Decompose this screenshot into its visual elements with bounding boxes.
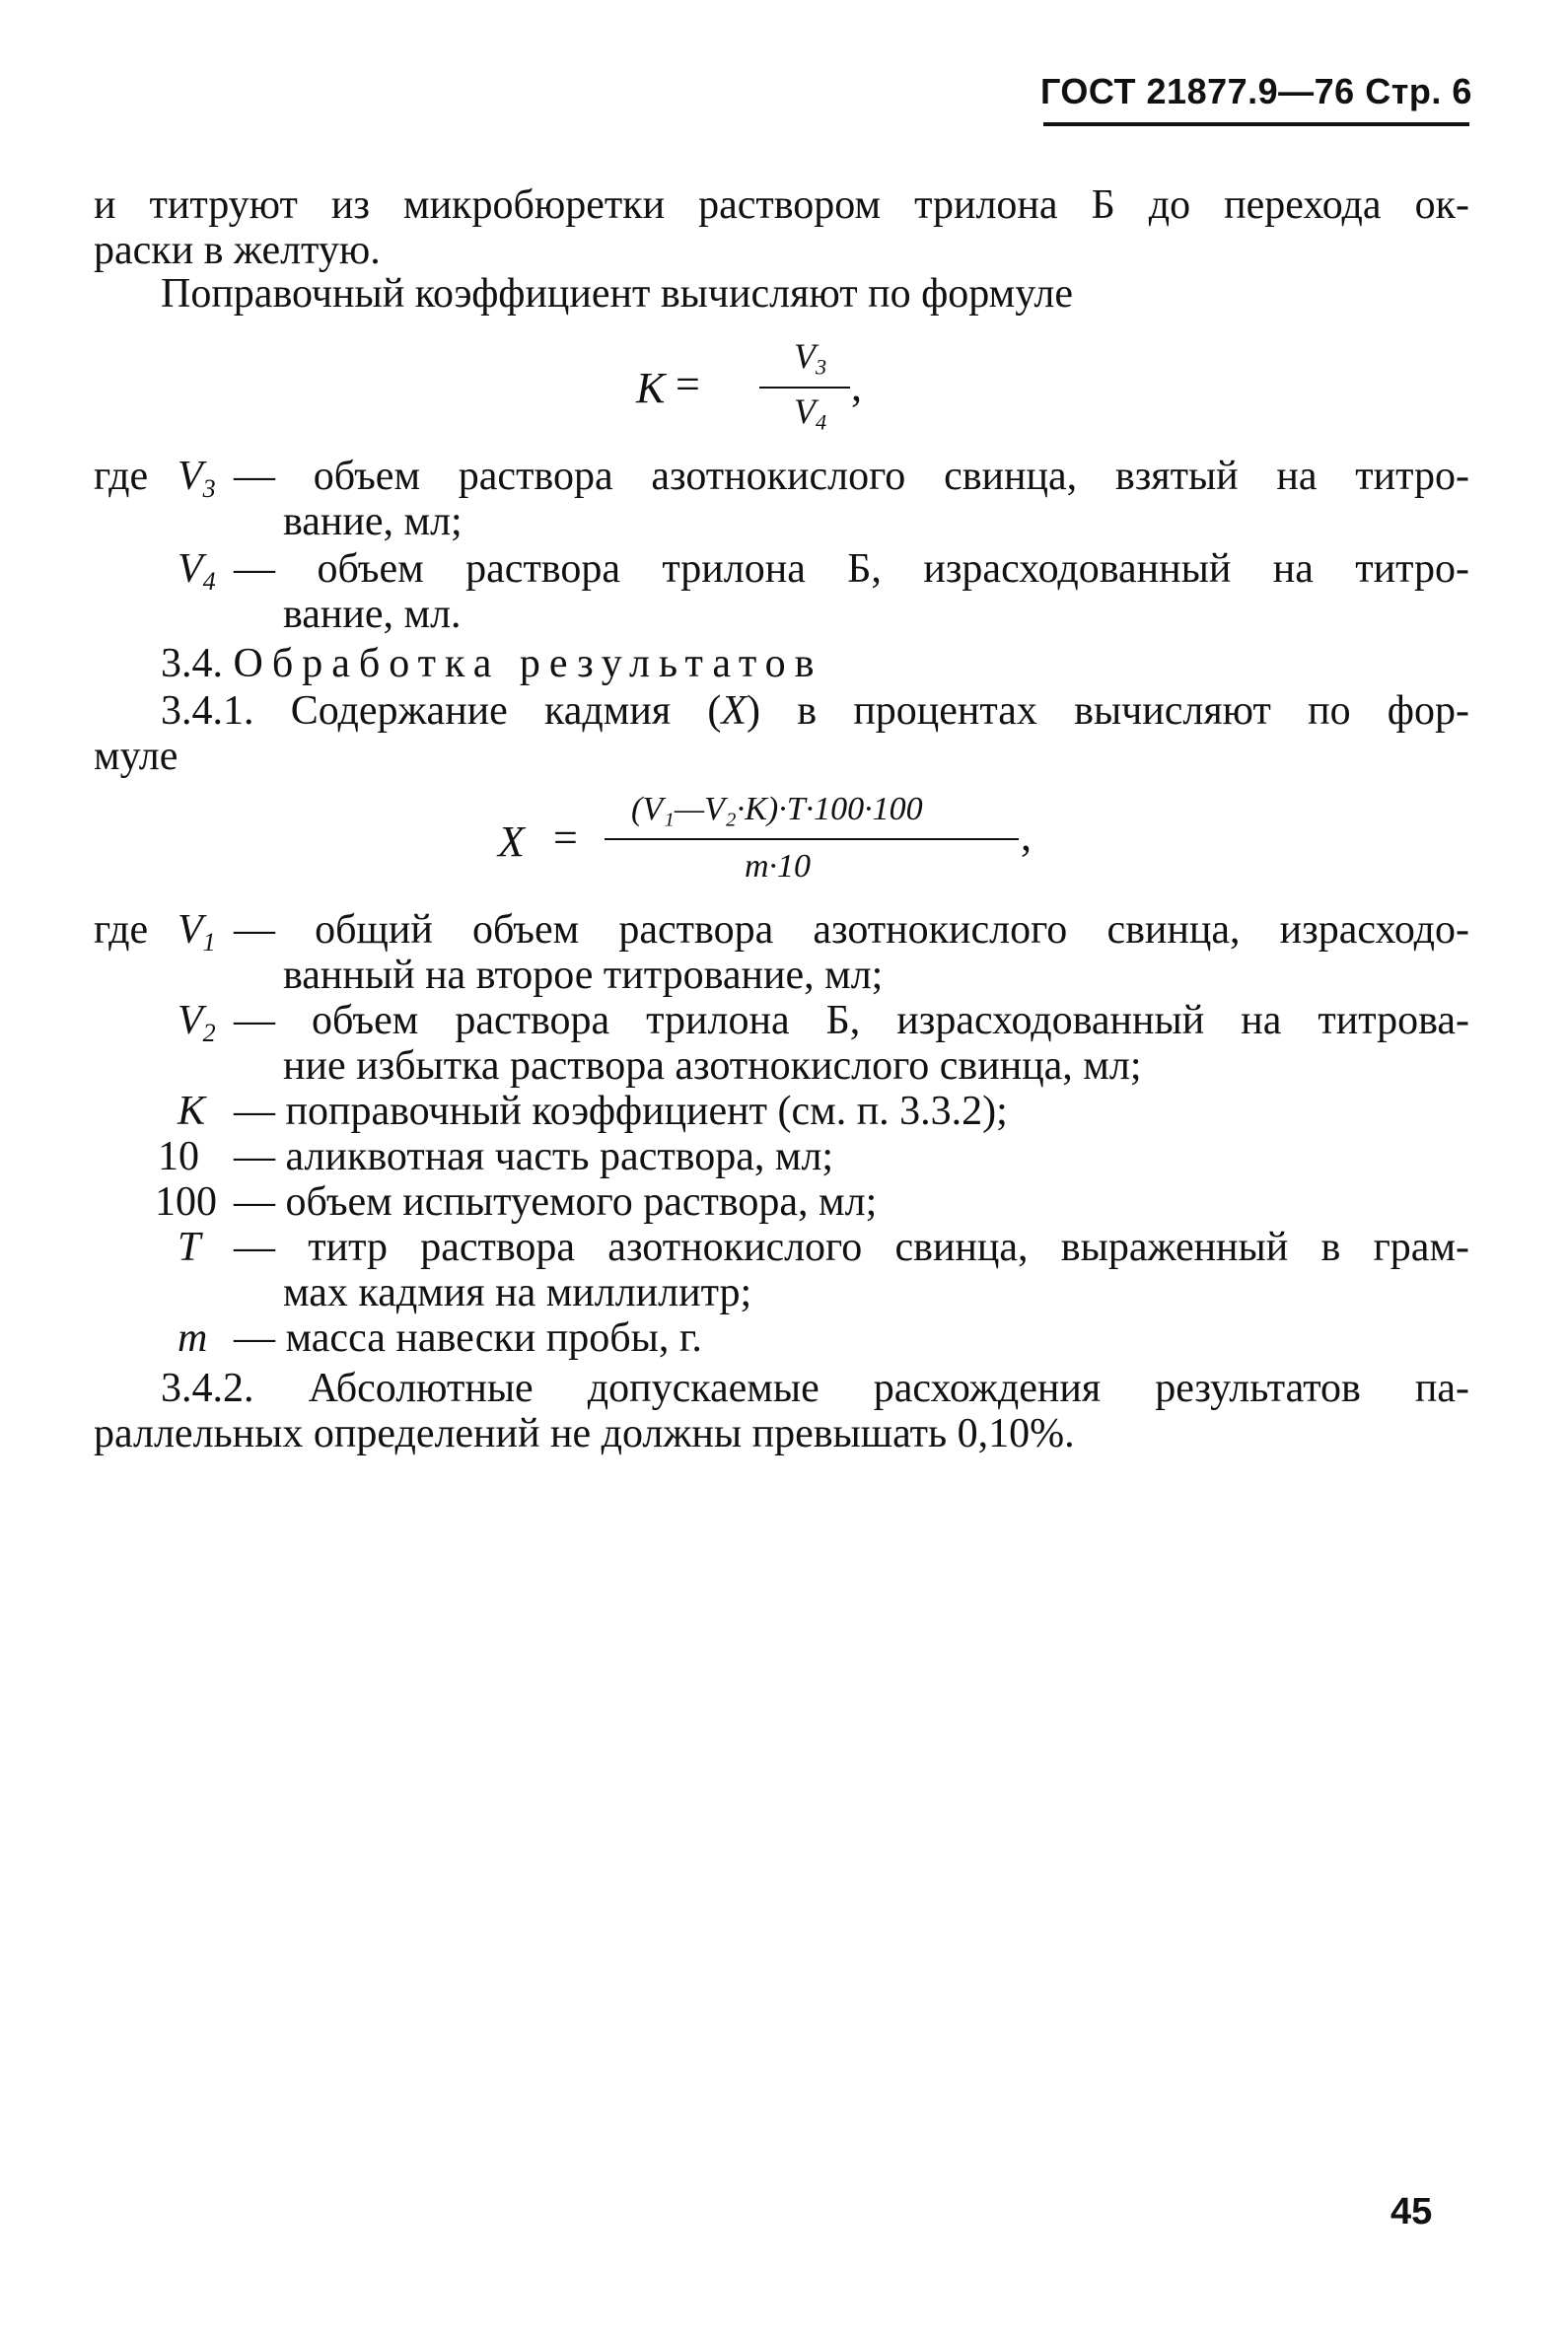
formula-x (498, 789, 1090, 897)
definition-line: — общий объем раствора азотнокислого свинца, израсходо- (234, 907, 1469, 953)
formula-equals: = (676, 360, 700, 408)
formula-denominator: m·10 (745, 848, 812, 885)
definition-row (94, 1134, 1469, 1179)
definition-body (234, 454, 1469, 544)
definition-body (234, 1179, 1469, 1225)
definition-line: — аликвотная часть раствора, мл; (234, 1134, 834, 1179)
paragraph-3-4-2 (94, 1366, 1469, 1456)
definition-symbol: $V_1$ (178, 907, 216, 957)
definition-row (94, 1089, 1469, 1134)
definition-symbol: m (178, 1315, 208, 1361)
paragraph-line: раски в желтую. (94, 228, 381, 273)
section-heading (94, 641, 1469, 686)
formula-comma: , (851, 362, 862, 410)
definition-line: ванный на второе титрование, мл; (283, 953, 884, 998)
definition-symbol: $V_2$ (178, 998, 216, 1047)
formula-comma: , (1021, 812, 1032, 860)
fraction-bar (605, 838, 1019, 840)
paragraph-coefficient-intro (94, 271, 1469, 317)
definition-body (234, 998, 1469, 1089)
definition-line: — объем раствора трилона Б, израсходованный на титро- (234, 546, 1469, 592)
definition-line: — титр раствора азотнокислого свинца, выраженный в грам- (234, 1225, 1470, 1270)
definition-symbol: $V_3$ (178, 454, 216, 503)
definition-line: вание, мл. (283, 592, 462, 637)
definition-body (234, 907, 1469, 998)
section-number: 3.4. (161, 641, 223, 686)
definition-body (234, 1225, 1469, 1315)
paragraph-line: раллельных определений не должны превышать 0,10%. (94, 1411, 1075, 1456)
definition-symbol: 10 (158, 1134, 199, 1179)
formula-denominator: $V_4$ (794, 391, 827, 435)
definition-row (94, 907, 1469, 998)
definition-symbol: K (178, 1089, 206, 1134)
paragraph-line: 3.4.1. Содержание кадмия (X) в процентах вычисляют по фор- (161, 688, 1469, 734)
definition-line: — объем раствора трилона Б, израсходованный на титрова- (234, 998, 1469, 1043)
definition-lead: где (94, 454, 149, 499)
definition-row (94, 454, 1469, 544)
definition-body (234, 546, 1469, 637)
formula-numerator: (V₁—V₂·K)·T·100·100 (631, 791, 923, 827)
definition-row (94, 1225, 1469, 1315)
definition-line: ние избытка раствора азотнокислого свинца, мл; (283, 1043, 1142, 1089)
formula-numerator: $V_3$ (794, 336, 827, 380)
definition-row (94, 546, 1469, 637)
definition-symbol: $V_4$ (178, 546, 216, 596)
paragraph-line: 3.4.2. Абсолютные допускаемые расхождения результатов па- (161, 1366, 1469, 1411)
paragraph-titration (94, 182, 1469, 273)
page-number: 45 (1390, 2191, 1433, 2233)
definition-row (94, 1315, 1469, 1361)
definition-row (94, 998, 1469, 1089)
formula-k (636, 335, 932, 444)
formula-lhs: K (636, 364, 666, 412)
formula-equals: = (553, 814, 578, 862)
definition-line: — объем испытуемого раствора, мл; (234, 1179, 878, 1225)
definition-line: — масса навески пробы, г. (234, 1315, 702, 1361)
section-title: Обработка результатов (233, 641, 823, 686)
definition-row (94, 1179, 1469, 1225)
page-header: ГОСТ 21877.9—76 Стр. 6 (1040, 71, 1472, 111)
definition-line: — объем раствора азотнокислого свинца, взятый на титро- (234, 454, 1469, 499)
header-rule (1043, 122, 1469, 126)
definitions-k (94, 454, 1469, 637)
definition-body (234, 1315, 1469, 1361)
paragraph-3-4-1 (94, 688, 1469, 779)
paragraph-line: Поправочный коэффициент вычисляют по формуле (161, 271, 1073, 317)
definitions-x (94, 907, 1469, 1361)
definition-line: — поправочный коэффициент (см. п. 3.3.2); (234, 1089, 1008, 1134)
definition-symbol: 100 (155, 1179, 217, 1225)
fraction-bar (759, 387, 850, 389)
formula-lhs: X (498, 817, 525, 866)
definition-body (234, 1134, 1469, 1179)
definition-symbol: T (178, 1225, 201, 1270)
definition-lead: где (94, 907, 149, 953)
definition-line: вание, мл; (283, 499, 463, 544)
paragraph-line: и титруют из микробюретки раствором трилона Б до перехода ок- (94, 182, 1469, 228)
paragraph-line: муле (94, 734, 178, 779)
definition-body (234, 1089, 1469, 1134)
definition-line: мах кадмия на миллилитр; (283, 1270, 752, 1315)
